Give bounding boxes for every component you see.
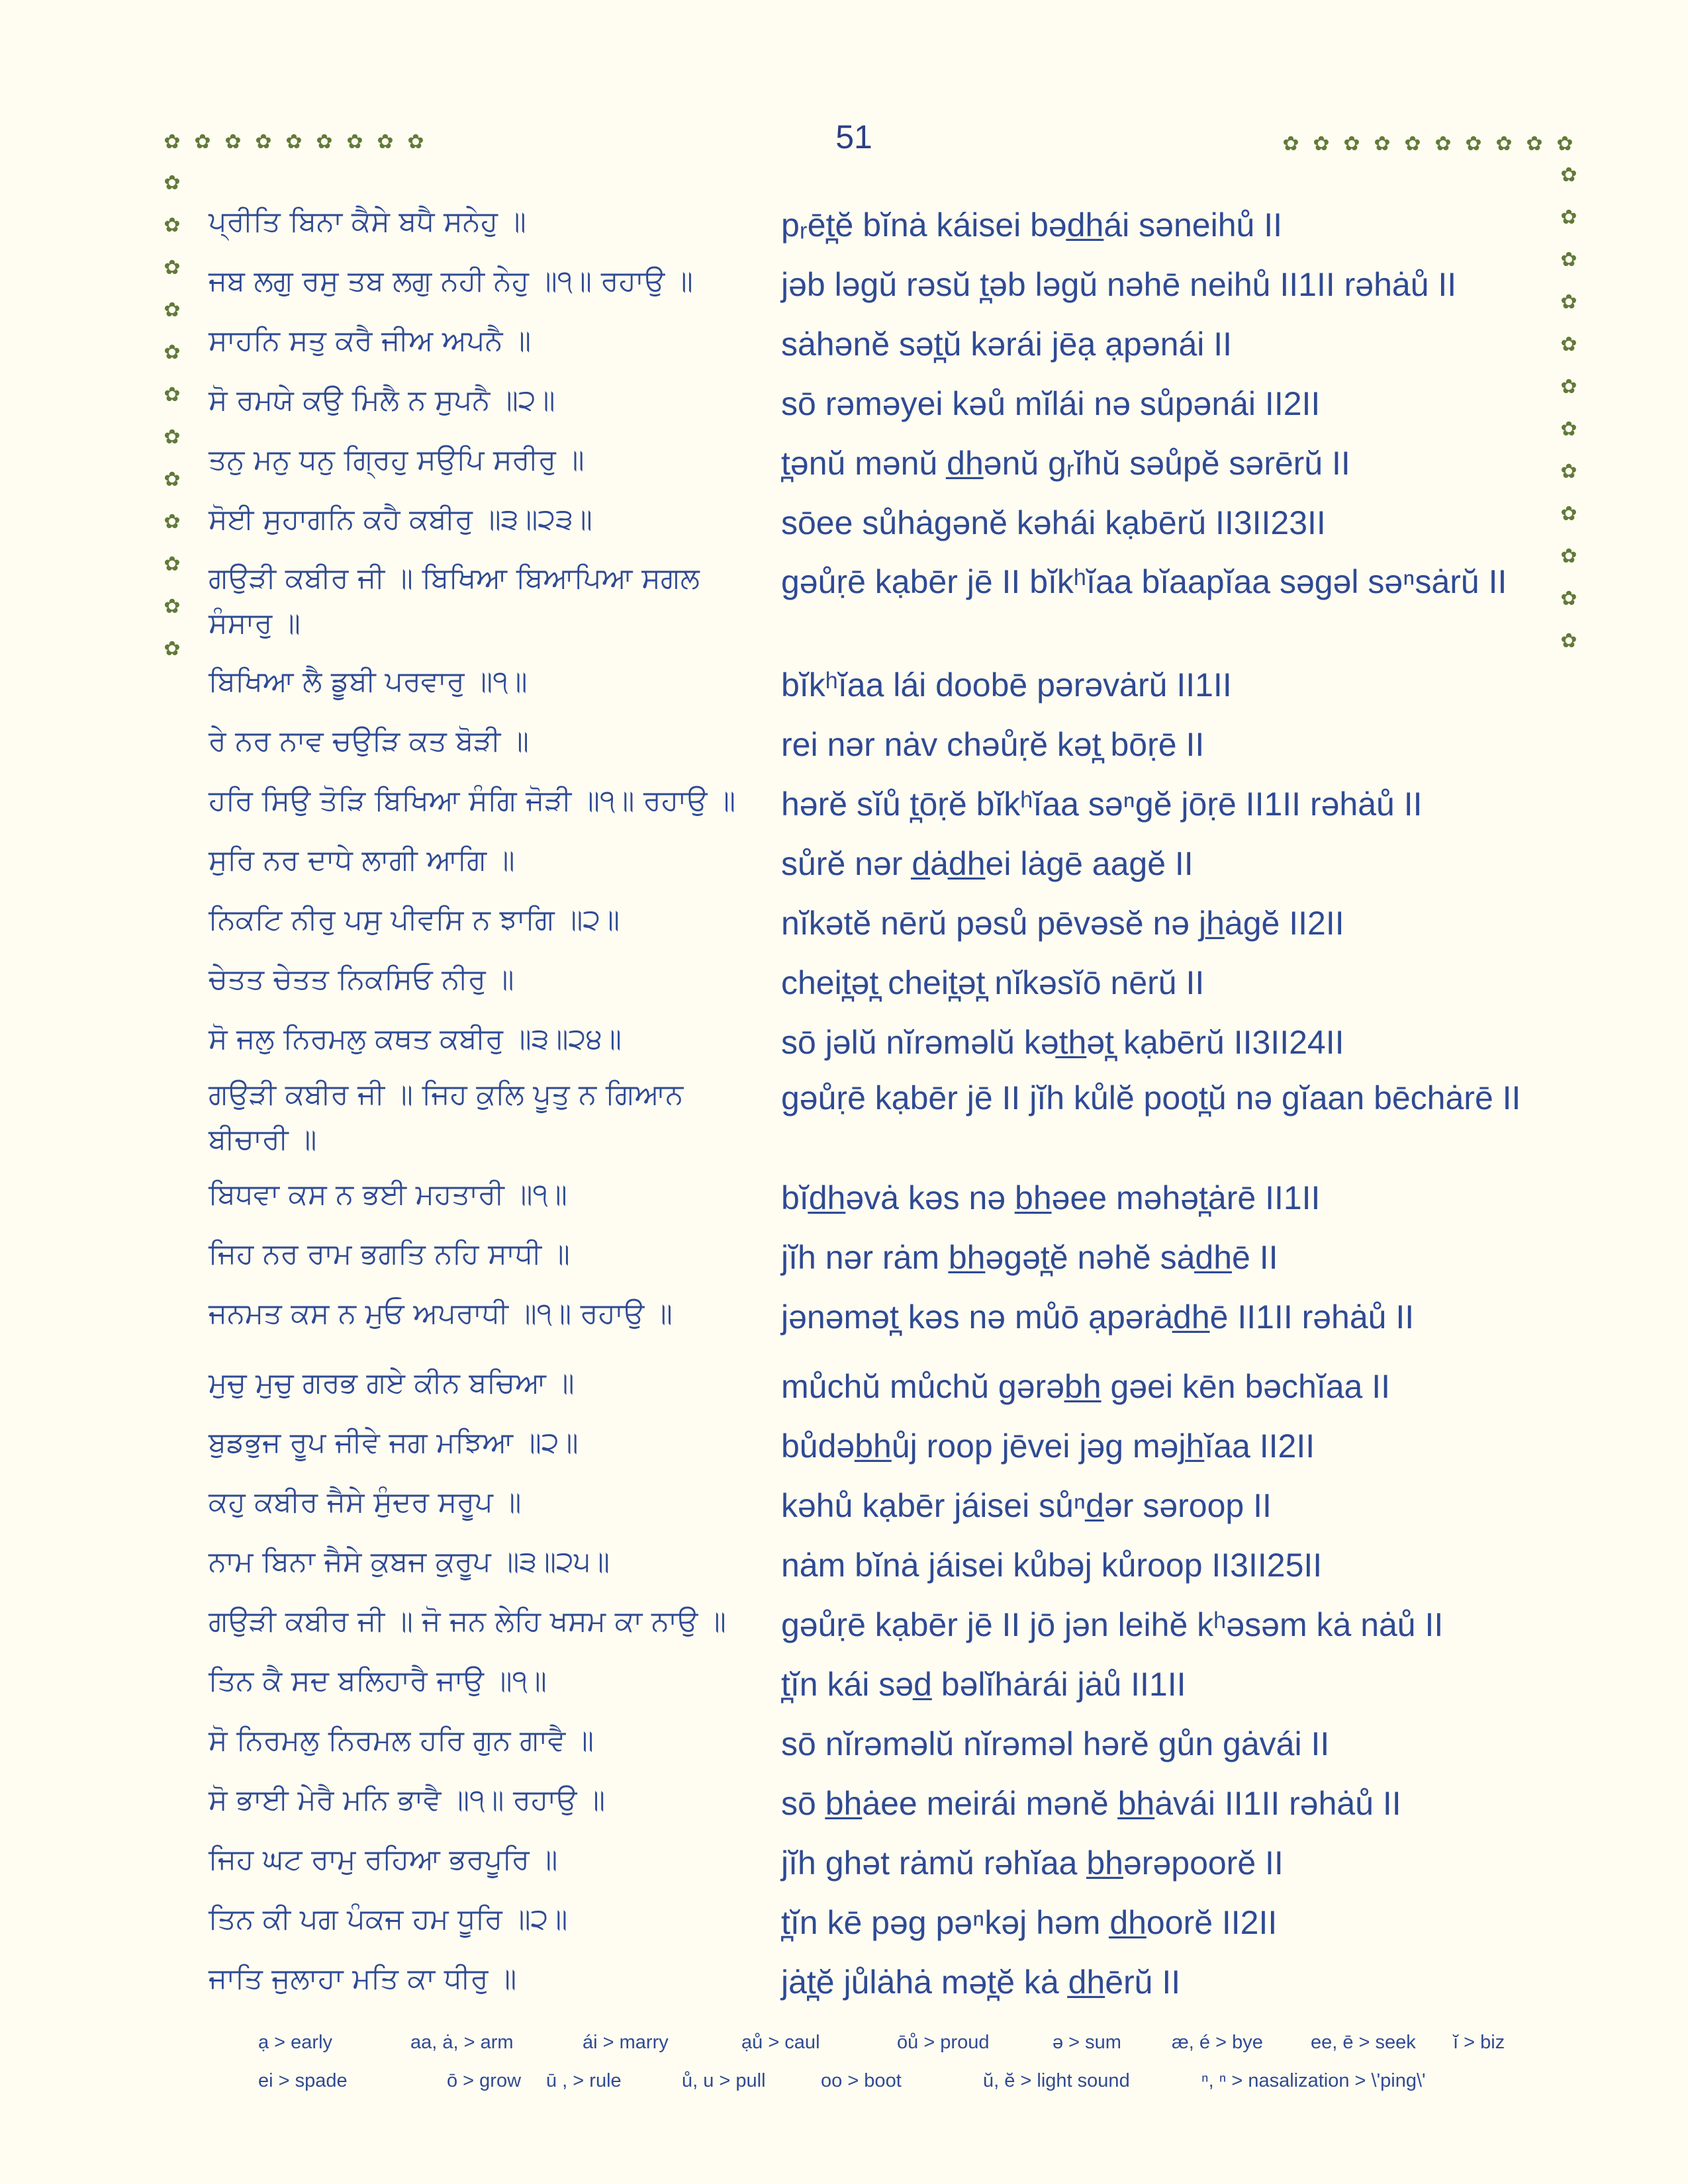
transliteration-line: t̪ĭn kē pəg pəⁿkəj həm d̲h̲oorĕ II2II [781, 1904, 1278, 1941]
transliteration-line: sō b̲h̲ȧee meirái mənĕ b̲h̲ȧvái II1II rəhȧů II [781, 1785, 1401, 1822]
flower-icon: ✿ [164, 595, 181, 618]
gurmukhi-line: ਬੁਡਭੁਜ ਰੂਪ ਜੀਵੇ ਜਗ ਮਝਿਆ ॥੨॥ [209, 1426, 579, 1459]
flower-icon: ✿ [224, 130, 242, 154]
flower-icon: ✿ [164, 130, 181, 154]
flower-icon: ✿ [1495, 132, 1513, 156]
legend-item: ạ > early [258, 2032, 333, 2053]
transliteration-line: hərĕ sĭů t̪ōṛĕ bĭkʰĭaa səⁿgĕ jōṛē II1II rəhȧů II [781, 786, 1423, 823]
flower-icon: ✿ [1560, 375, 1577, 398]
gurmukhi-line: ਸੋ ਭਾਈ ਮੇਰੈ ਮਨਿ ਭਾਵੈ ॥੧॥ ਰਹਾਉ ॥ [209, 1784, 606, 1817]
legend-item: æ, é > bye [1172, 2032, 1263, 2053]
gurmukhi-line: ਸੋਈ ਸੁਹਾਗਨਿ ਕਹੈ ਕਬੀਰੁ ॥੩॥੨੩॥ [209, 503, 592, 536]
transliteration-line: sō rəməyei kəů mĭlái nə sůpənái II2II [781, 385, 1321, 422]
flower-icon: ✿ [1560, 248, 1577, 271]
flower-icon: ✿ [164, 341, 181, 364]
legend-item: oo > boot [821, 2070, 902, 2091]
gurmukhi-line: ਤਨੁ ਮਨੁ ਧਨੁ ਗ੍ਰਿਹੁ ਸਉਪਿ ਸਰੀਰੁ ॥ [209, 443, 585, 477]
flower-icon: ✿ [164, 426, 181, 449]
legend-item: ạů > caul [741, 2032, 820, 2053]
transliteration-line: bůdəb̲h̲ůj roop jēvei jəg məjh̲ĭaa II2II [781, 1428, 1315, 1465]
transliteration-line: jəb ləgŭ rəsŭ t̪əb ləgŭ nəhē neihů II1II rəhȧů II [781, 266, 1457, 303]
gurmukhi-line: ਗਉੜੀ ਕਬੀਰ ਜੀ ॥ ਬਿਖਿਆ ਬਿਆਪਿਆ ਸਗਲ ਸੰਸਾਰੁ ॥ [209, 562, 700, 640]
legend-item: ái > marry [583, 2032, 669, 2053]
gurmukhi-line: ਹਰਿ ਸਿਉ ਤੋੜਿ ਬਿਖਿਆ ਸੰਗਿ ਜੋੜੀ ॥੧॥ ਰਹਾਉ ॥ [209, 784, 736, 817]
legend-row [258, 2070, 1516, 2109]
gurmukhi-line: ਬਿਖਿਆ ਲੈ ਡੂਬੀ ਪਰਵਾਰੁ ॥੧॥ [209, 665, 528, 698]
legend-item: ū , > rule [546, 2070, 622, 2091]
flower-icon: ✿ [1374, 132, 1391, 156]
legend-item: ŭ, ĕ > light sound [983, 2070, 1130, 2091]
gurmukhi-line: ਪ੍ਰੀਤਿ ਬਿਨਾ ਕੈਸੇ ਬਧੈ ਸਨੇਹੁ ॥ [209, 205, 526, 238]
flower-icon: ✿ [1560, 206, 1577, 229]
flower-icon: ✿ [377, 130, 394, 154]
flower-icon: ✿ [1313, 132, 1330, 156]
gurmukhi-line: ਨਿਕਟਿ ਨੀਰੁ ਪਸੁ ਪੀਵਸਿ ਨ ਝਾਗਿ ॥੨॥ [209, 903, 620, 936]
gurmukhi-line: ਨਾਮ ਬਿਨਾ ਜੈਸੇ ਕੁਬਜ ਕੁਰੂਪ ॥੩॥੨੫॥ [209, 1545, 610, 1578]
gurmukhi-line: ਗਉੜੀ ਕਬੀਰ ਜੀ ॥ ਜਿਹ ਕੁਲਿ ਪੂਤੁ ਨ ਗਿਆਨ ਬੀਚਾਰੀ ॥ [209, 1078, 684, 1156]
legend-item: ō > grow [447, 2070, 522, 2091]
gurmukhi-line: ਬਿਧਵਾ ਕਸ ਨ ਭਈ ਮਹਤਾਰੀ ॥੧॥ [209, 1178, 567, 1211]
flower-icon: ✿ [164, 468, 181, 491]
transliteration-line: bĭkʰĭaa lái doobē pərəvȧrŭ II1II [781, 666, 1232, 704]
transliteration-line: sōee sůhȧgənĕ kəhái kạbērŭ II3II23II [781, 504, 1326, 541]
flower-icon: ✿ [346, 130, 363, 154]
transliteration-line: bĭd̲h̲əvȧ kəs nə b̲h̲əee məhət̪ȧrē II1II [781, 1179, 1321, 1216]
flower-icon: ✿ [164, 637, 181, 660]
flower-icon: ✿ [285, 130, 303, 154]
flower-icon: ✿ [1282, 132, 1299, 156]
transliteration-line: nĭkətĕ nērŭ pəsů pēvəsĕ nə jh̲ȧgĕ II2II [781, 905, 1344, 942]
transliteration-line: kəhů kạbēr jáisei sůⁿd̲ər səroop II [781, 1487, 1272, 1524]
gurmukhi-line: ਗਉੜੀ ਕਬੀਰ ਜੀ ॥ ਜੋ ਜਨ ਲੇਹਿ ਖਸਮ ਕਾ ਨਾਉ ॥ [209, 1605, 726, 1638]
transliteration-line: jĭh ghət rȧmŭ rəhĭaa b̲h̲ərəpoorĕ II [781, 1844, 1284, 1882]
transliteration-line: sȧhənĕ sət̪ŭ kərái jēạ ạpənái II [781, 326, 1233, 363]
flower-icon: ✿ [1560, 291, 1577, 314]
legend-row [258, 2032, 1516, 2070]
pronunciation-legend [258, 2032, 1516, 2109]
gurmukhi-line: ਸੋ ਜਲੁ ਨਿਰਮਲੁ ਕਥਤ ਕਬੀਰੁ ॥੩॥੨੪॥ [209, 1023, 622, 1056]
flower-icon: ✿ [194, 130, 211, 154]
flower-icon: ✿ [1560, 629, 1577, 653]
flower-icon: ✿ [1556, 132, 1573, 156]
transliteration-line: sō nĭrəməlŭ nĭrəməl hərĕ gůn gȧvái II [781, 1725, 1330, 1762]
gurmukhi-line: ਜਨਮਤ ਕਸ ਨ ਮੁਓ ਅਪਰਾਧੀ ॥੧॥ ਰਹਾਉ ॥ [209, 1297, 673, 1330]
transliteration-line: jĭh nər rȧm b̲h̲əgət̪ĕ nəhĕ sȧd̲h̲ē II [781, 1239, 1278, 1276]
flower-icon: ✿ [164, 383, 181, 406]
transliteration-line: sůrĕ nər d̲ȧd̲h̲ei lȧgē aagĕ II [781, 845, 1194, 882]
transliteration-line: rei nər nȧv chəůṛĕ kət̪ bōṛē II [781, 726, 1205, 763]
flower-icon: ✿ [1560, 587, 1577, 610]
flower-icon: ✿ [164, 553, 181, 576]
gurmukhi-line: ਤਿਨ ਕੈ ਸਦ ਬਲਿਹਾਰੈ ਜਾਉ ॥੧॥ [209, 1664, 547, 1698]
legend-item: ə > sum [1053, 2032, 1121, 2053]
legend-item: ee, ē > seek [1311, 2032, 1416, 2053]
flower-icon: ✿ [1526, 132, 1543, 156]
flower-icon: ✿ [164, 298, 181, 322]
flower-icon: ✿ [1404, 132, 1421, 156]
transliteration-line: gəůṛē kạbēr jē II jō jən leihĕ kʰəsəm kȧ nȧů II [781, 1606, 1444, 1643]
gurmukhi-line: ਰੇ ਨਰ ਨਾਵ ਚਉੜਿ ਕਤ ਬੋੜੀ ॥ [209, 725, 529, 758]
flower-icon: ✿ [164, 510, 181, 533]
flower-icon: ✿ [1343, 132, 1360, 156]
transliteration-line: cheit̪ət̪ cheit̪ət̪ nĭkəsĭō nērŭ II [781, 964, 1205, 1001]
transliteration-line: gəůṛē kạbēr jē II jĭh kůlĕ poot̪ŭ nə gĭaan bēchȧrē II [781, 1079, 1521, 1116]
flower-icon: ✿ [1560, 502, 1577, 525]
flower-icon: ✿ [1560, 333, 1577, 356]
gurmukhi-line: ਚੇਤਤ ਚੇਤਤ ਨਿਕਸਿਓ ਨੀਰੁ ॥ [209, 963, 514, 996]
flower-icon: ✿ [1560, 545, 1577, 568]
gurmukhi-line: ਕਹੁ ਕਬੀਰ ਜੈਸੇ ਸੁੰਦਰ ਸਰੂਪ ॥ [209, 1486, 522, 1519]
transliteration-line: gəůṛē kạbēr jē II bĭkʰĭaa bĭaapĭaa səgəl səⁿsȧrŭ II [781, 563, 1507, 600]
gurmukhi-line: ਸਾਹਨਿ ਸਤੁ ਕਰੈ ਜੀਅ ਅਪਨੈ ॥ [209, 324, 532, 357]
legend-item: ōů > proud [897, 2032, 990, 2053]
legend-item: ⁿ, ⁿ > nasalization > \'ping\' [1201, 2070, 1426, 2091]
transliteration-line: jənəmət̪ kəs nə můō ạpərȧd̲h̲ē II1II rəhȧů II [781, 1298, 1415, 1336]
gurmukhi-line: ਸੋ ਰਮਯੇ ਕਉ ਮਿਲੈ ਨ ਸੁਪਨੈ ॥੨॥ [209, 384, 555, 417]
gurmukhi-line: ਸੋ ਨਿਰਮਲੁ ਨਿਰਮਲ ਹਰਿ ਗੁਨ ਗਾਵੈ ॥ [209, 1724, 594, 1757]
legend-item: ei > spade [258, 2070, 348, 2091]
transliteration-line: nȧm bĭnȧ jáisei kůbəj kůroop II3II25II [781, 1547, 1323, 1584]
transliteration-line: pᵣēt̪ĕ bĭnȧ káisei bəd̲h̲ái səneihů II [781, 206, 1282, 244]
legend-item: aa, ȧ, > arm [410, 2032, 514, 2053]
flower-icon: ✿ [164, 256, 181, 279]
flower-icon: ✿ [1560, 163, 1577, 187]
flower-icon: ✿ [255, 130, 272, 154]
legend-item: ů, u > pull [682, 2070, 766, 2091]
flower-icon: ✿ [316, 130, 333, 154]
flower-icon: ✿ [164, 214, 181, 237]
gurmukhi-line: ਜਿਹ ਘਟ ਰਾਮੁ ਰਹਿਆ ਭਰਪੂਰਿ ॥ [209, 1843, 558, 1876]
flower-icon: ✿ [1560, 460, 1577, 483]
transliteration-line: t̪ĭn kái səd̲ bəlĭhȧrái jȧů II1II [781, 1666, 1186, 1703]
legend-item: ĭ > biz [1453, 2032, 1505, 2053]
gurmukhi-line: ਮੁਚੁ ਮੁਚੁ ਗਰਭ ਗਏ ਕੀਨ ਬਚਿਆ ॥ [209, 1367, 575, 1400]
flower-icon: ✿ [407, 130, 424, 154]
transliteration-line: t̪ənŭ mənŭ d̲h̲ənŭ gᵣĭhŭ səůpĕ sərērŭ II [781, 445, 1350, 482]
gurmukhi-line: ਸੁਰਿ ਨਰ ਦਾਧੇ ਲਾਗੀ ਆਗਿ ॥ [209, 844, 515, 877]
flower-icon: ✿ [1560, 418, 1577, 441]
transliteration-line: můchŭ můchŭ gərəb̲h̲ gəei kēn bəchĭaa II [781, 1368, 1391, 1405]
transliteration-line: sō jəlŭ nĭrəməlŭ kət̲h̲ət̪ kạbērŭ II3II24II [781, 1024, 1344, 1061]
gurmukhi-line: ਜਿਹ ਨਰ ਰਾਮ ਭਗਤਿ ਨਹਿ ਸਾਧੀ ॥ [209, 1238, 570, 1271]
flower-icon: ✿ [1434, 132, 1452, 156]
flower-icon: ✿ [1465, 132, 1482, 156]
transliteration-line: jȧt̪ĕ jůlȧhȧ mət̪ĕ kȧ d̲h̲ērŭ II [781, 1964, 1181, 2001]
gurmukhi-line: ਜਬ ਲਗੁ ਰਸੁ ਤਬ ਲਗੁ ਨਹੀ ਨੇਹੁ ॥੧॥ ਰਹਾਉ ॥ [209, 265, 693, 298]
flower-icon: ✿ [164, 171, 181, 195]
page-number: 51 [835, 118, 872, 156]
gurmukhi-line: ਤਿਨ ਕੀ ਪਗ ਪੰਕਜ ਹਮ ਧੂਰਿ ॥੨॥ [209, 1903, 568, 1936]
gurmukhi-line: ਜਾਤਿ ਜੁਲਾਹਾ ਮਤਿ ਕਾ ਧੀਰੁ ॥ [209, 1962, 517, 1995]
